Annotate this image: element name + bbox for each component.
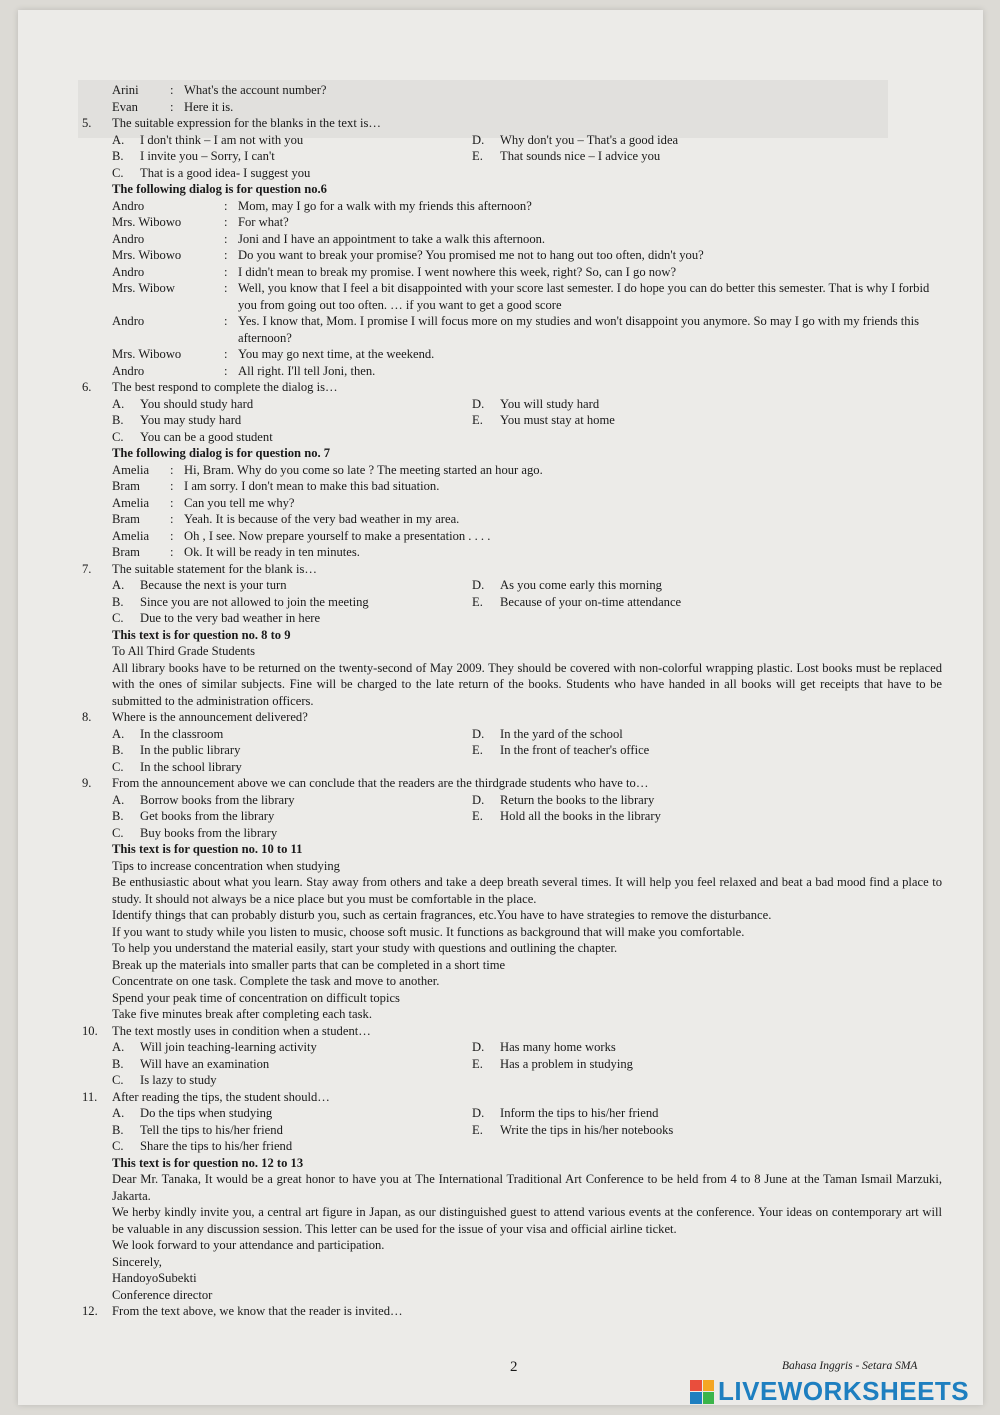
option[interactable]: B. Get books from the library xyxy=(112,809,275,823)
option[interactable]: C. You can be a good student xyxy=(112,429,273,444)
exam-page xyxy=(18,10,983,1405)
option[interactable]: D. You will study hard xyxy=(472,396,600,411)
q10-options xyxy=(82,1039,942,1089)
exam-content xyxy=(82,82,942,1320)
section-heading: This text is for question no. 8 to 9 xyxy=(112,627,291,642)
question-11: 11. After reading the tips, the student should… xyxy=(82,1089,330,1104)
option[interactable]: B. Tell the tips to his/her friend xyxy=(112,1122,283,1137)
dialog-line: Bram : Ok. It will be ready in ten minutes. xyxy=(112,545,360,559)
tips-line: Take five minutes break after completing each task. xyxy=(112,1007,372,1021)
tips-line: Be enthusiastic about what you learn. Stay away from others and take a deep breath several times. It will help you feel relaxed and beat a bad mood find a place to study. It should not always be a nice place but you must be comfortable in the place. xyxy=(112,875,942,906)
question-12: 12. From the text above, we know that the reader is invited… xyxy=(82,1304,403,1318)
option[interactable]: C. Buy books from the library xyxy=(112,825,278,840)
liveworksheets-logo-icon xyxy=(690,1380,714,1404)
option[interactable]: C. Is lazy to study xyxy=(112,1073,217,1087)
tips-line: Tips to increase concentration when studying xyxy=(112,858,340,873)
announcement-addressee: To All Third Grade Students xyxy=(112,644,256,658)
letter-paragraph: We herby kindly invite you, a central art figure in Japan, as our distinguished guest to attend various events at the conference. Your ideas on contemporary art will be valuable in any discussion session. This letter can be used for the issue of your visa and official airline ticket. xyxy=(112,1205,942,1236)
option[interactable]: A. Borrow books from the library xyxy=(112,792,295,807)
question-8: 8. Where is the announcement delivered? xyxy=(82,710,308,724)
tips-line: Concentrate on one task. Complete the task and move to another. xyxy=(112,974,440,988)
q8-options xyxy=(82,726,942,776)
dialog-line: Mrs. Wibowo : You may go next time, at the weekend. xyxy=(112,347,435,361)
dialog-line: Andro : Joni and I have an appointment to take a walk this afternoon. xyxy=(112,231,546,246)
dialog-line: Mrs. Wibow : Well, you know that I feel a bit disappointed with your score last semester. I do hope you can do better this semester. That is why I forbid you from going out too often. … if you want to get a good score xyxy=(112,281,930,312)
option[interactable]: B. In the public library xyxy=(112,743,241,757)
option[interactable]: D. As you come early this morning xyxy=(472,578,662,592)
section-heading: The following dialog is for question no.6 xyxy=(112,182,327,196)
dialog-line: Bram : I am sorry. I don't mean to make this bad situation. xyxy=(112,479,440,493)
option[interactable]: E. Because of your on-time attendance xyxy=(472,594,682,609)
option[interactable]: D. Return the books to the library xyxy=(472,792,655,807)
question-9: 9. From the announcement above we can conclude that the readers are the thirdgrade students who have to… xyxy=(82,776,649,790)
letter-paragraph: Dear Mr. Tanaka, It would be a great honor to have you at The International Traditional Art Conference to be held from 4 to 8 June at the Taman Ismail Marzuki, Jakarta. xyxy=(112,1172,942,1203)
dialog-line: Bram : Yeah. It is because of the very bad weather in my area. xyxy=(112,512,460,526)
question-5: 5. The suitable expression for the blanks in the text is… xyxy=(82,116,381,130)
option[interactable]: C. Share the tips to his/her friend xyxy=(112,1139,293,1153)
brand-name: LIVEWORKSHEETS xyxy=(718,1376,970,1406)
dialog-line: Evan : Here it is. xyxy=(112,99,234,114)
option[interactable]: A. Will join teaching-learning activity xyxy=(112,1040,317,1054)
tips-line: Identify things that can probably disturb you, such as certain fragrances, etc.You have to have strategies to remove the disturbance. xyxy=(112,908,772,922)
option[interactable]: E. You must stay at home xyxy=(472,413,615,427)
q11-options xyxy=(82,1105,942,1155)
option[interactable]: A. I don't think – I am not with you xyxy=(112,132,304,147)
dialog-line: Amelia : Oh , I see. Now prepare yourself to make a presentation . . . . xyxy=(112,528,491,543)
liveworksheets-brand[interactable] xyxy=(690,1376,969,1407)
option[interactable]: E. Hold all the books in the library xyxy=(472,809,661,823)
option[interactable]: B. Since you are not allowed to join the meeting xyxy=(112,594,369,609)
option[interactable]: C. In the school library xyxy=(112,759,242,774)
option[interactable]: B. Will have an examination xyxy=(112,1056,270,1071)
section-heading: This text is for question no. 10 to 11 xyxy=(112,842,303,856)
footer-subject: Bahasa Inggris - Setara SMA xyxy=(782,1360,918,1372)
option[interactable]: D. In the yard of the school xyxy=(472,726,623,741)
tips-line: To help you understand the material easily, start your study with questions and outlining the chapter. xyxy=(112,941,618,955)
option[interactable]: A. You should study hard xyxy=(112,396,254,411)
option[interactable]: A. Because the next is your turn xyxy=(112,578,287,592)
letter-paragraph: We look forward to your attendance and participation. xyxy=(112,1238,385,1252)
q7-options xyxy=(82,577,942,627)
q5-options xyxy=(82,132,942,182)
q9-options xyxy=(82,792,942,842)
option[interactable]: C. That is a good idea- I suggest you xyxy=(112,165,311,180)
dialog-line: Andro : I didn't mean to break my promise. I went nowhere this week, right? So, can I go now? xyxy=(112,264,677,279)
dialog-line: Andro : Yes. I know that, Mom. I promise I will focus more on my studies and won't disappoint you anymore. So may I go with my friends this afternoon? xyxy=(112,314,919,345)
option[interactable]: A. In the classroom xyxy=(112,726,224,741)
option[interactable]: E. Has a problem in studying xyxy=(472,1056,633,1071)
dialog-line: Andro : All right. I'll tell Joni, then. xyxy=(112,363,376,378)
option[interactable]: D. Why don't you – That's a good idea xyxy=(472,132,679,147)
option[interactable]: A. Do the tips when studying xyxy=(112,1106,273,1120)
page-number: 2 xyxy=(510,1359,518,1375)
dialog-line: Amelia : Can you tell me why? xyxy=(112,495,295,510)
dialog-line: Amelia : Hi, Bram. Why do you come so late ? The meeting started an hour ago. xyxy=(112,462,543,477)
letter-signer: HandoyoSubekti xyxy=(112,1271,197,1285)
option[interactable]: D. Has many home works xyxy=(472,1040,616,1054)
option[interactable]: B. I invite you – Sorry, I can't xyxy=(112,149,275,163)
tips-line: If you want to study while you listen to music, choose soft music. It functions as background that will make you comfortable. xyxy=(112,924,745,939)
option[interactable]: E. In the front of teacher's office xyxy=(472,743,650,757)
letter-closing: Sincerely, xyxy=(112,1254,162,1269)
q6-options xyxy=(82,396,942,446)
dialog-line: Mrs. Wibowo : For what? xyxy=(112,215,289,229)
option[interactable]: C. Due to the very bad weather in here xyxy=(112,611,321,625)
option[interactable]: E. That sounds nice – I advice you xyxy=(472,149,661,163)
dialog-line: Mrs. Wibowo : Do you want to break your promise? You promised me not to hang out too often, didn't you? xyxy=(112,248,704,262)
dialog-line: Andro : Mom, may I go for a walk with my friends this afternoon? xyxy=(112,198,532,213)
announcement-body: All library books have to be returned on the twenty-second of May 2009. They should be covered with non-colorful wrapping plastic. Lost books must be replaced with the ones of similar subjects. Fine will be charged to the late return of the books. Students who have handed in all books will get receipts that have to be submitted to the administration officers. xyxy=(112,660,942,708)
tips-line: Spend your peak time of concentration on difficult topics xyxy=(112,990,400,1005)
question-7: 7. The suitable statement for the blank is… xyxy=(82,561,317,576)
letter-signer-role: Conference director xyxy=(112,1287,213,1302)
option[interactable]: D. Inform the tips to his/her friend xyxy=(472,1106,659,1120)
question-6: 6. The best respond to complete the dialog is… xyxy=(82,380,338,394)
question-10: 10. The text mostly uses in condition when a student… xyxy=(82,1023,371,1038)
tips-line: Break up the materials into smaller parts that can be completed in a short time xyxy=(112,957,506,972)
section-heading: This text is for question no. 12 to 13 xyxy=(112,1155,304,1170)
option[interactable]: B. You may study hard xyxy=(112,413,242,427)
section-heading: The following dialog is for question no. 7 xyxy=(112,446,331,460)
dialog-line: Arini : What's the account number? xyxy=(112,83,327,97)
option[interactable]: E. Write the tips in his/her notebooks xyxy=(472,1122,674,1137)
